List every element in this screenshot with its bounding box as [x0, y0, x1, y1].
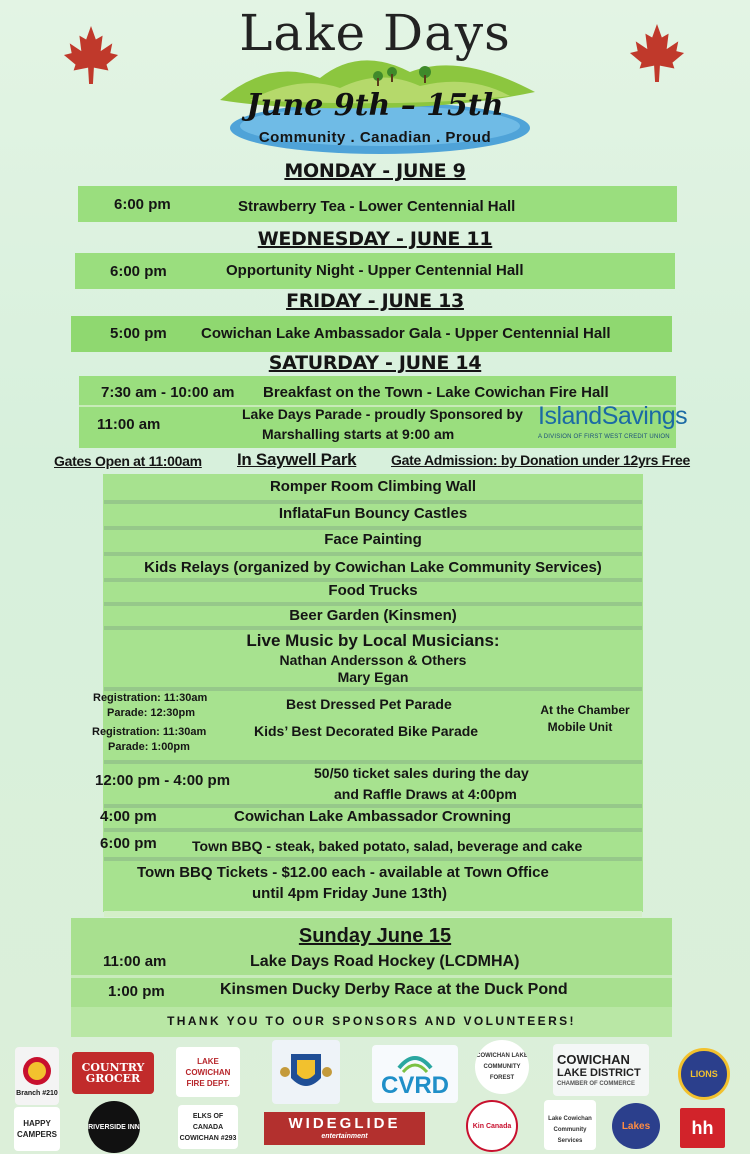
- coat-of-arms-icon: [279, 1044, 333, 1100]
- sponsor-happy-campers: HAPPY CAMPERS: [14, 1107, 60, 1151]
- row-divider: [104, 828, 642, 832]
- chamber-name-3: CHAMBER OF COMMERCE: [557, 1081, 635, 1087]
- admission-label: Gate Admission:: [391, 452, 498, 468]
- island-savings-logo: IslandSavings: [538, 402, 688, 430]
- crowning-time: 4:00 pm: [100, 808, 157, 825]
- parade-line1: Lake Days Parade - proudly Sponsored by: [242, 406, 523, 422]
- admission-value: by Donation under 12yrs Free: [497, 452, 691, 468]
- sponsor-lakes: Lakes: [612, 1103, 660, 1149]
- pet-parade-event: Best Dressed Pet Parade: [286, 696, 452, 712]
- parade-line2: Marshalling starts at 9:00 am: [262, 426, 455, 442]
- row-divider: [104, 526, 642, 530]
- musicians-line1: Nathan Andersson & Others: [279, 652, 467, 668]
- sponsor-lccs: Lake Cowichan Community Services: [544, 1100, 596, 1150]
- motto: Community . Canadian . Proud: [258, 129, 492, 146]
- friday-heading: FRIDAY - JUNE 13: [286, 290, 464, 312]
- legion-crest-icon: [22, 1054, 52, 1088]
- sponsor-home-hardware: hh: [680, 1108, 725, 1148]
- activity-kids-relays: Kids Relays (organized by Cowichan Lake Community Services): [144, 559, 602, 576]
- thanks-banner: THANK YOU TO OUR SPONSORS AND VOLUNTEERS!: [167, 1014, 576, 1028]
- parade-time: 11:00 am: [97, 416, 161, 433]
- wideglide-sub: entertainment: [321, 1133, 368, 1140]
- hockey-event: Lake Days Road Hockey (LCDMHA): [250, 953, 520, 970]
- wednesday-time: 6:00 pm: [110, 263, 167, 280]
- cvrd-wave-icon: [395, 1050, 435, 1074]
- monday-heading: MONDAY - JUNE 9: [284, 160, 466, 182]
- sponsor-cvrd: [372, 1045, 458, 1103]
- crowning-event: Cowichan Lake Ambassador Crowning: [234, 808, 511, 825]
- sponsor-elks: [178, 1105, 238, 1149]
- wednesday-event: Opportunity Night - Upper Centennial Hall: [226, 262, 524, 279]
- pet-registration: Registration: 11:30am: [93, 692, 208, 704]
- elks-lodge: COWICHAN #293: [179, 1134, 237, 1142]
- monday-time: 6:00 pm: [114, 196, 171, 213]
- wideglide-name: WIDEGLIDE: [288, 1115, 401, 1132]
- sponsor-country-grocer: COUNTRY GROCER: [72, 1052, 154, 1094]
- bike-parade-event: Kids’ Best Decorated Bike Parade: [254, 723, 479, 739]
- monday-event: Strawberry Tea - Lower Centennial Hall: [238, 198, 516, 215]
- sponsor-wideglide: [264, 1112, 425, 1145]
- elks-name: ELKS OF CANADA: [192, 1112, 224, 1131]
- saturday-heading: SATURDAY - JUNE 14: [268, 352, 482, 374]
- raffle-time: 12:00 pm - 4:00 pm: [95, 772, 231, 789]
- event-dates: June 9th – 15th: [246, 88, 504, 123]
- cvrd-text: CVRD: [380, 1072, 449, 1099]
- bbq-tickets-line2: until 4pm Friday June 13th): [252, 885, 448, 902]
- sponsor-lions: LIONS: [678, 1048, 730, 1100]
- row-divider: [104, 626, 642, 630]
- bbq-tickets-line1: Town BBQ Tickets - $12.00 each - available at Town Office: [137, 864, 549, 881]
- row-divider: [104, 602, 642, 606]
- friday-event: Cowichan Lake Ambassador Gala - Upper Centennial Hall: [201, 325, 611, 342]
- activity-face-painting: Face Painting: [324, 531, 422, 548]
- musicians-line2: Mary Egan: [337, 669, 409, 685]
- chamber-line2: Mobile Unit: [547, 720, 613, 734]
- hockey-time: 11:00 am: [103, 953, 167, 970]
- friday-time: 5:00 pm: [110, 325, 167, 342]
- breakfast-event: Breakfast on the Town - Lake Cowichan Fire Hall: [263, 384, 609, 401]
- row-divider: [104, 760, 642, 764]
- breakfast-time: 7:30 am - 10:00 am: [101, 384, 235, 401]
- raffle-line2: and Raffle Draws at 4:00pm: [334, 786, 517, 802]
- wednesday-heading: WEDNESDAY - JUNE 11: [257, 228, 493, 250]
- sponsor-crest: [272, 1040, 340, 1104]
- row-divider: [104, 911, 642, 917]
- activity-beer-garden: Beer Garden (Kinsmen): [289, 607, 457, 624]
- activity-climbing-wall: Romper Room Climbing Wall: [269, 478, 477, 495]
- chamber-line1: At the Chamber: [540, 703, 630, 717]
- raffle-line1: 50/50 ticket sales during the day: [314, 765, 529, 781]
- bike-parade-time: Parade: 1:00pm: [108, 741, 190, 753]
- chamber-name-1: COWICHAN: [557, 1052, 630, 1067]
- derby-event: Kinsmen Ducky Derby Race at the Duck Pond: [220, 981, 568, 998]
- sponsor-fire-dept: LAKE COWICHAN FIRE DEPT.: [176, 1047, 240, 1097]
- sponsor-chamber: [553, 1044, 649, 1096]
- row-divider: [104, 857, 642, 861]
- bbq-time: 6:00 pm: [100, 835, 157, 852]
- bbq-event: Town BBQ - steak, baked potato, salad, beverage and cake: [192, 838, 583, 854]
- gates-open: Gates Open at 11:00am: [54, 453, 202, 469]
- saywell-park: In Saywell Park: [237, 450, 357, 469]
- sunday-heading: Sunday June 15: [298, 925, 452, 947]
- legion-branch: Branch #210: [16, 1089, 58, 1097]
- chamber-name-2: LAKE DISTRICT: [557, 1067, 641, 1079]
- island-savings-subtitle: A DIVISION OF FIRST WEST CREDIT UNION: [538, 434, 670, 440]
- row-divider: [104, 500, 642, 504]
- sponsor-legion: [15, 1047, 59, 1105]
- sponsor-riverside-inn: RIVERSIDE INN: [88, 1101, 140, 1153]
- sunday-divider: [71, 975, 672, 978]
- derby-time: 1:00 pm: [108, 983, 165, 1000]
- poster-title: Lake Days: [239, 4, 511, 62]
- live-music-heading: Live Music by Local Musicians:: [246, 631, 500, 650]
- activity-bouncy-castles: InflataFun Bouncy Castles: [278, 505, 468, 522]
- activity-food-trucks: Food Trucks: [328, 582, 418, 599]
- row-divider: [104, 552, 642, 556]
- bike-registration: Registration: 11:30am: [92, 726, 207, 738]
- sponsor-community-forest: COWICHAN LAKE COMMUNITY FOREST: [475, 1040, 529, 1094]
- gate-admission: [391, 452, 690, 468]
- sponsor-kin-canada: Kin Canada: [466, 1100, 518, 1152]
- pet-parade-time: Parade: 12:30pm: [107, 707, 196, 719]
